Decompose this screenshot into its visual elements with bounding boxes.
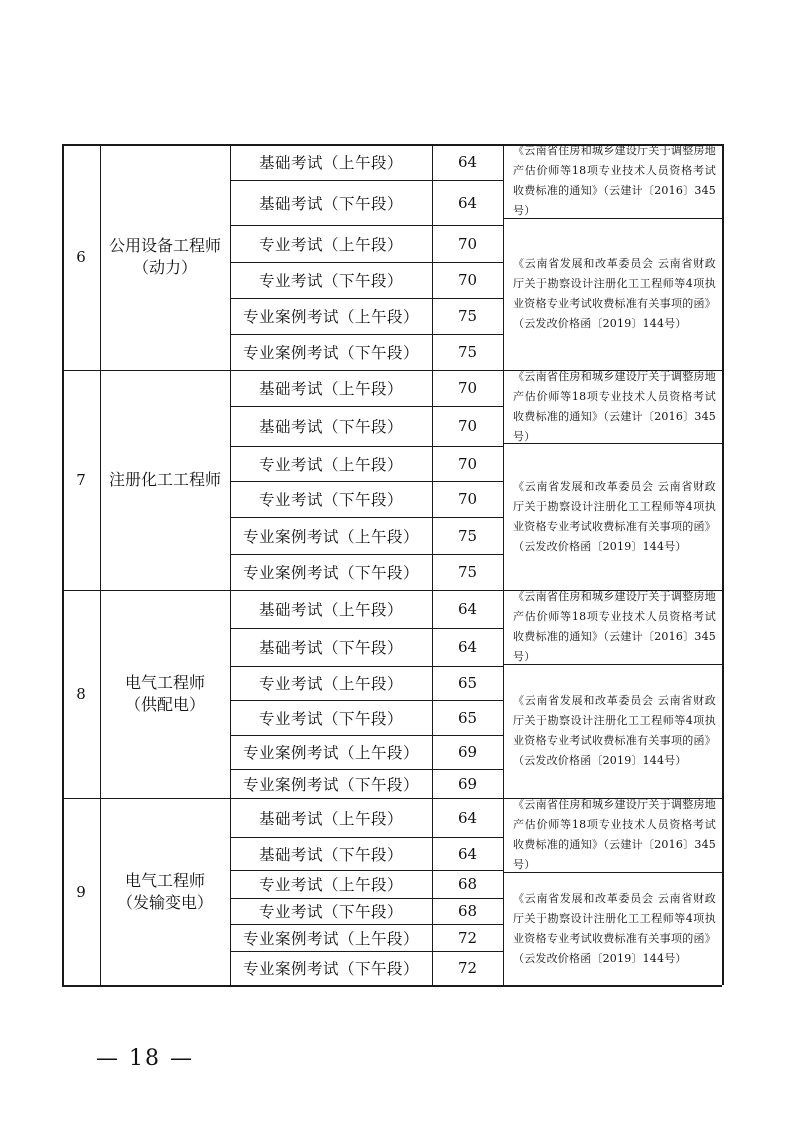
page-number: — 18 —	[96, 1046, 194, 1071]
fee-basis-document: 《云南省住房和城乡建设厅关于调整房地产估价师等18项专业技术人员资格考试收费标准的通知》（云建计〔2016〕345号）	[513, 369, 716, 443]
exam-name: 专业考试（下午段）	[258, 491, 403, 509]
fee-basis-document: 《云南省发展和改革委员会 云南省财政厅关于勘察设计注册化工工程师等4项执业资格专业考试收费标准有关事项的函》（云发改价格函〔2019〕144号）	[513, 479, 716, 553]
exam-name: 专业案例考试（上午段）	[242, 527, 419, 546]
exam-fee: 70	[457, 379, 478, 397]
exam-fee: 75	[457, 526, 478, 545]
qualification-name	[100, 590, 230, 798]
exam-name: 基础考试（上午段）	[258, 154, 403, 172]
fee-basis-document: 《云南省住房和城乡建设厅关于调整房地产估价师等18项专业技术人员资格考试收费标准的通知》（云建计〔2016〕345号）	[513, 798, 716, 871]
exam-fee: 69	[457, 743, 478, 761]
exam-name: 基础考试（上午段）	[258, 809, 403, 828]
exam-name: 基础考试（下午段）	[258, 194, 403, 213]
exam-fee: 75	[457, 343, 478, 361]
exam-fee: 70	[457, 417, 478, 435]
fee-basis-document: 《云南省住房和城乡建设厅关于调整房地产估价师等18项专业技术人员资格考试收费标准的通知》（云建计〔2016〕345号）	[513, 144, 716, 217]
qualification-name	[100, 144, 230, 370]
exam-fee: 69	[457, 774, 478, 793]
exam-fee: 68	[457, 875, 478, 893]
exam-name: 专业考试（上午段）	[258, 675, 403, 693]
fee-basis-document: 《云南省发展和改革委员会 云南省财政厅关于勘察设计注册化工工程师等4项执业资格专业考试收费标准有关事项的函》（云发改价格函〔2019〕144号）	[513, 257, 716, 330]
qualification-name-line2: （动力）	[132, 258, 197, 277]
exam-fee: 65	[457, 674, 478, 692]
exam-name: 专业案例考试（上午段）	[242, 744, 419, 762]
exam-name: 专业考试（下午段）	[258, 272, 403, 290]
exam-fee: 70	[457, 271, 478, 289]
qualification-name-line1: 电气工程师	[124, 870, 205, 890]
row-number: 8	[76, 685, 86, 703]
row-number: 9	[76, 882, 86, 901]
exam-name: 基础考试（上午段）	[258, 601, 403, 619]
fee-basis-document: 《云南省发展和改革委员会 云南省财政厅关于勘察设计注册化工工程师等4项执业资格专业考试收费标准有关事项的函》（云发改价格函〔2019〕144号）	[513, 694, 716, 767]
exam-fee: 64	[457, 153, 478, 171]
exam-name: 专业考试（下午段）	[258, 709, 403, 728]
qualification-name-line2: （发输变电）	[116, 892, 213, 912]
exam-fee: 70	[457, 490, 478, 508]
exam-name: 基础考试（下午段）	[258, 418, 403, 436]
exam-fee: 72	[457, 928, 478, 947]
exam-fee: 75	[457, 307, 478, 325]
qualification-name	[100, 370, 230, 590]
qualification-name-line1: 公用设备工程师	[108, 236, 221, 255]
exam-fee: 64	[457, 808, 478, 827]
exam-fee: 64	[457, 600, 478, 618]
qualification-name-line2: （供配电）	[124, 695, 205, 714]
fee-basis-document: 《云南省住房和城乡建设厅关于调整房地产估价师等18项专业技术人员资格考试收费标准的通知》（云建计〔2016〕345号）	[513, 590, 716, 663]
exam-fee: 75	[457, 563, 478, 581]
exam-name: 基础考试（下午段）	[258, 639, 403, 657]
exam-name: 专业案例考试（下午段）	[242, 344, 419, 362]
exam-fee: 64	[457, 844, 478, 863]
qualification-name-line1: 电气工程师	[124, 673, 205, 692]
table-rule	[62, 985, 722, 987]
exam-fee: 64	[457, 193, 478, 212]
exam-fee: 72	[457, 959, 478, 977]
exam-name: 专业考试（上午段）	[258, 876, 403, 894]
exam-name: 专业考试（下午段）	[258, 903, 403, 921]
fee-basis-document: 《云南省发展和改革委员会 云南省财政厅关于勘察设计注册化工工程师等4项执业资格专业考试收费标准有关事项的函》（云发改价格函〔2019〕144号）	[513, 891, 716, 965]
exam-name: 专业案例考试（上午段）	[242, 929, 419, 948]
table-rule	[722, 144, 724, 985]
exam-fee: 65	[457, 708, 478, 727]
row-number: 7	[76, 471, 86, 489]
exam-fee: 64	[457, 638, 478, 656]
exam-name: 基础考试（下午段）	[258, 845, 403, 864]
exam-name: 专业案例考试（下午段）	[242, 960, 419, 978]
exam-name: 专业考试（上午段）	[258, 235, 403, 254]
exam-fee: 70	[457, 454, 478, 473]
qualification-name	[100, 798, 230, 985]
exam-fee: 70	[457, 234, 478, 253]
exam-name: 专业案例考试（下午段）	[242, 775, 419, 794]
row-number: 6	[76, 248, 86, 266]
exam-fee: 68	[457, 902, 478, 920]
exam-name: 专业考试（上午段）	[258, 455, 403, 474]
exam-name: 专业案例考试（下午段）	[242, 564, 419, 582]
exam-name: 专业案例考试（上午段）	[242, 308, 419, 326]
exam-name: 基础考试（上午段）	[258, 380, 403, 398]
qualification-name-line1: 注册化工工程师	[108, 470, 221, 489]
